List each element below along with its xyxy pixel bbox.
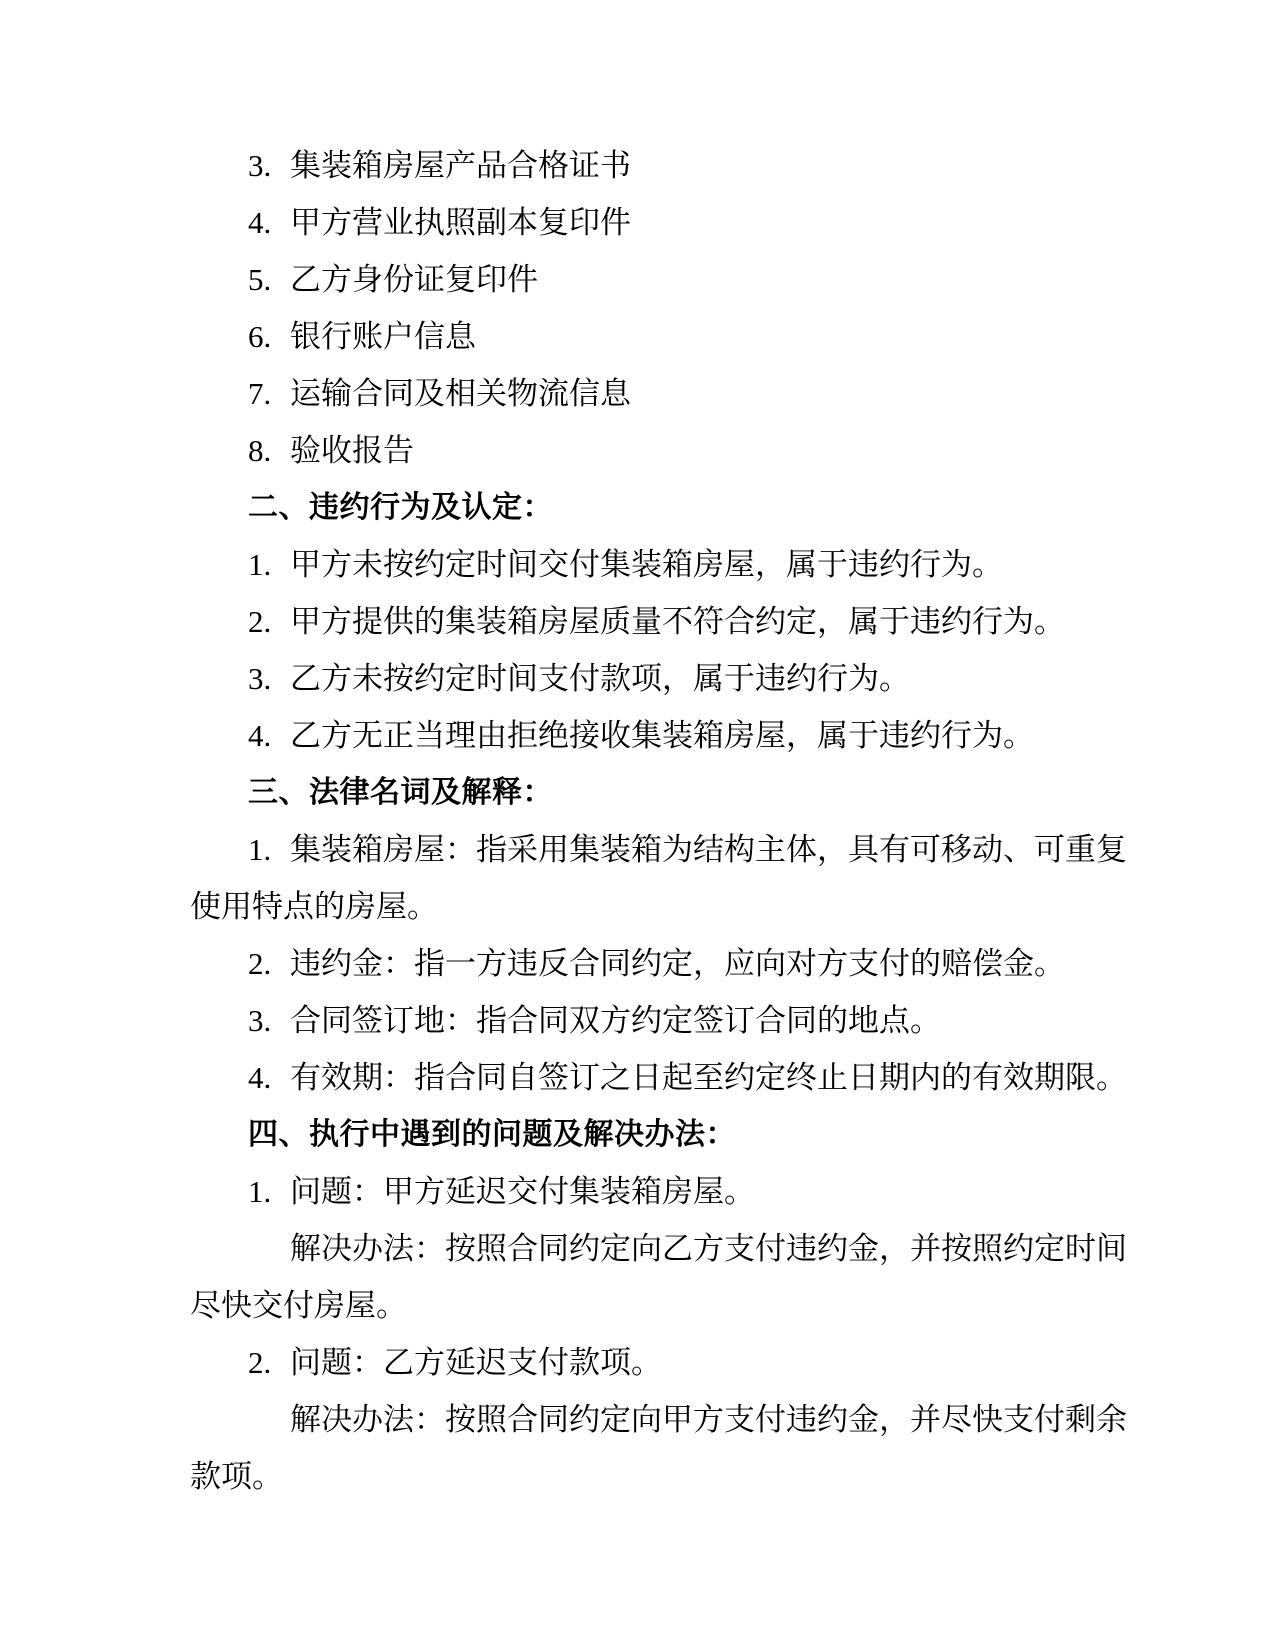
list-number: 3. [248,148,272,183]
document-line [190,1049,1127,1106]
list-number: 8. [248,433,272,468]
document-line [190,878,1120,935]
list-number: 1. [248,832,272,867]
line-text: 问题：乙方延迟支付款项。 [290,1345,662,1380]
document-line [190,1220,1127,1277]
section-heading-text: 二、违约行为及认定： [248,491,553,524]
section-heading-text: 四、执行中遇到的问题及解决办法： [248,1118,736,1151]
line-text: 集装箱房屋产品合格证书 [290,148,631,183]
line-text: 乙方无正当理由拒绝接收集装箱房屋，属于违约行为。 [290,718,1034,753]
document-line [190,365,1120,422]
list-number: 2. [248,946,272,981]
list-number: 2. [248,1345,272,1380]
document-line [190,650,1120,707]
line-text: 集装箱房屋：指采用集装箱为结构主体，具有可移动、可重复 [290,832,1127,867]
line-text: 违约金：指一方违反合同约定，应向对方支付的赔偿金。 [290,946,1065,981]
list-number: 5. [248,262,272,297]
line-text: 使用特点的房屋。 [190,889,438,924]
document-line [190,251,1120,308]
document-line [190,137,1120,194]
document-line [190,992,1120,1049]
line-text: 运输合同及相关物流信息 [290,376,631,411]
document-line [190,536,1120,593]
document-line [190,1448,1120,1505]
list-number: 6. [248,319,272,354]
list-number: 4. [248,718,272,753]
document-line [190,1391,1127,1448]
document-line [190,422,1120,479]
line-text: 乙方未按约定时间支付款项，属于违约行为。 [290,661,910,696]
document-line [190,308,1120,365]
document-line [190,821,1127,878]
document-body [190,137,1127,1505]
section-heading [190,1106,1120,1163]
document-line [190,194,1120,251]
line-text: 甲方未按约定时间交付集装箱房屋，属于违约行为。 [290,547,1003,582]
list-number: 1. [248,547,272,582]
line-text: 银行账户信息 [290,319,476,354]
line-text: 甲方营业执照副本复印件 [290,205,631,240]
list-number: 7. [248,376,272,411]
list-number: 4. [248,1060,272,1095]
document-line [190,593,1120,650]
list-number: 4. [248,205,272,240]
line-text: 款项。 [190,1459,283,1494]
document-line [190,707,1120,764]
document-line [190,935,1120,992]
line-text: 问题：甲方延迟交付集装箱房屋。 [290,1174,755,1209]
document-line [190,1277,1120,1334]
line-text: 合同签订地：指合同双方约定签订合同的地点。 [290,1003,941,1038]
document-line [190,1334,1120,1391]
line-text: 乙方身份证复印件 [290,262,538,297]
line-text: 有效期：指合同自签订之日起至约定终止日期内的有效期限。 [290,1060,1127,1095]
line-text: 解决办法：按照合同约定向乙方支付违约金，并按照约定时间 [290,1231,1127,1266]
line-text: 尽快交付房屋。 [190,1288,407,1323]
section-heading [190,479,1120,536]
line-text: 验收报告 [290,433,414,468]
list-number: 3. [248,1003,272,1038]
section-heading-text: 三、法律名词及解释： [248,776,553,809]
list-number: 1. [248,1174,272,1209]
section-heading [190,764,1120,821]
line-text: 解决办法：按照合同约定向甲方支付违约金，并尽快支付剩余 [290,1402,1127,1437]
list-number: 3. [248,661,272,696]
line-text: 甲方提供的集装箱房屋质量不符合约定，属于违约行为。 [290,604,1065,639]
list-number: 2. [248,604,272,639]
document-line [190,1163,1120,1220]
